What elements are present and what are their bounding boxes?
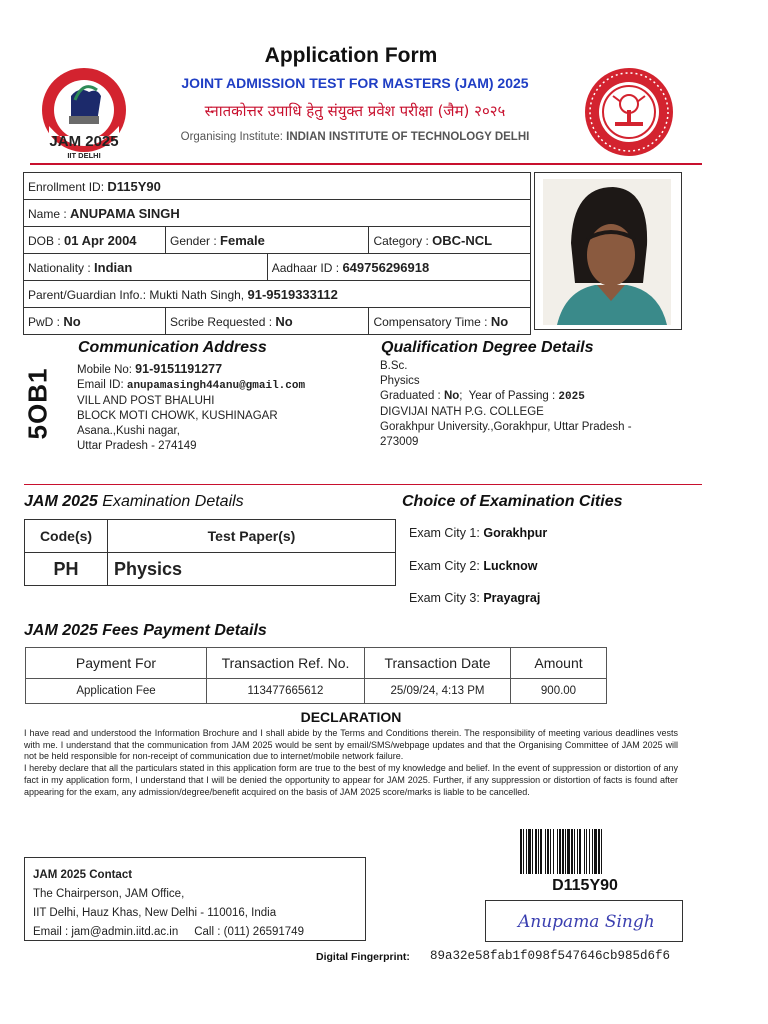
nationality-label: Nationality :	[28, 260, 91, 275]
comp-time-label: Compensatory Time :	[373, 314, 488, 329]
dob-label: DOB :	[28, 233, 61, 248]
code-column-header: Code(s)	[25, 520, 108, 553]
form-title: Application Form	[264, 44, 438, 67]
address-line: Uttar Pradesh - 274149	[77, 440, 197, 452]
barcode-bar	[545, 829, 546, 874]
org-name: INDIAN INSTITUTE OF TECHNOLOGY DELHI	[286, 131, 530, 143]
dob-gender-category-row	[24, 227, 531, 254]
scribe-value: No	[275, 313, 293, 329]
barcode-bar	[553, 829, 554, 874]
nationality-aadhaar-row	[24, 254, 531, 281]
applicant-info-table	[23, 172, 531, 335]
barcode-bar	[589, 829, 590, 874]
barcode-bar	[532, 829, 533, 874]
contact-heading: JAM 2025 Contact	[33, 869, 133, 881]
qualification-details	[380, 359, 680, 450]
year-label: Year of Passing :	[468, 390, 556, 402]
year-value: 2025	[558, 391, 585, 403]
barcode-bar	[535, 829, 537, 874]
vertical-code	[20, 360, 70, 445]
name-label: Name :	[28, 206, 67, 221]
gender-label: Gender :	[170, 233, 217, 248]
subject: Physics	[380, 375, 420, 387]
exam-name-hindi: स्नातकोत्तर उपाधि हेतु संयुक्त प्रवेश परीक्षा (जैम) २०२५	[204, 102, 506, 120]
dob-value: 01 Apr 2004	[64, 232, 137, 248]
graduated-label: Graduated :	[380, 390, 441, 402]
university-line: 273009	[380, 436, 419, 448]
graduated-value: No	[443, 390, 460, 402]
paper-name: Physics	[108, 553, 396, 586]
barcode-bar	[538, 829, 539, 874]
fees-header-row	[26, 648, 607, 679]
parent-phone: 91-9519333112	[247, 286, 338, 302]
barcode-bar	[565, 829, 566, 874]
fees-column-header: Amount	[511, 648, 607, 679]
vertical-code-text: 5OB1	[22, 367, 53, 440]
signature-image	[486, 901, 682, 941]
barcode-bar	[598, 829, 600, 874]
barcode-bar	[584, 829, 585, 874]
gender-value: Female	[220, 232, 265, 248]
parent-row	[24, 281, 531, 308]
barcode-text: D115Y90	[552, 877, 618, 894]
iit-delhi-emblem	[583, 66, 675, 158]
comp-time-value: No	[490, 313, 509, 329]
enrollment-row	[24, 173, 531, 200]
barcode-bar	[579, 829, 581, 874]
barcode-bar	[577, 829, 578, 874]
svg-text:IIT DELHI: IIT DELHI	[67, 151, 101, 160]
barcode-bar	[571, 829, 573, 874]
barcode-bar	[559, 829, 561, 874]
fees-column-header: Payment For	[26, 648, 207, 679]
barcode-bar	[520, 829, 522, 874]
paper-code: PH	[25, 553, 108, 586]
exam-city-value: Gorakhpur	[483, 526, 548, 540]
exam-city-1	[409, 526, 547, 540]
signature-text: Anupama Singh	[518, 912, 655, 932]
barcode-bar	[574, 829, 575, 874]
barcode-bar	[592, 829, 593, 874]
mobile-value: 91-9151191277	[135, 362, 223, 376]
exam-city-value: Lucknow	[483, 559, 538, 573]
barcode-bar	[601, 829, 602, 874]
fees-heading-rest: Fees Payment Details	[102, 622, 267, 639]
scribe-label: Scribe Requested :	[170, 314, 273, 329]
paper-header-row	[25, 520, 396, 553]
aadhaar-value: 649756296918	[342, 259, 430, 275]
communication-address	[77, 362, 377, 454]
barcode-bar	[550, 829, 551, 874]
contact-line: The Chairperson, JAM Office,	[33, 888, 185, 900]
category-value: OBC-NCL	[432, 232, 493, 248]
exam-heading-prefix: JAM 2025	[24, 493, 98, 510]
fees-column-header: Transaction Date	[365, 648, 511, 679]
address-line: BLOCK MOTI CHOWK, KUSHINAGAR	[77, 410, 278, 422]
signature-box	[485, 900, 683, 942]
fees-row	[26, 679, 607, 704]
email-line	[77, 378, 377, 394]
applicant-photo	[534, 172, 682, 330]
amount: 900.00	[511, 679, 607, 704]
category-label: Category :	[373, 233, 429, 248]
fees-payment-table	[25, 647, 607, 704]
barcode-bar	[523, 829, 524, 874]
section-divider	[24, 484, 702, 485]
contact-box	[24, 857, 366, 941]
address-line: Asana.,Kushi nagar,	[77, 425, 180, 437]
declaration-paragraph: I hereby declare that all the particulars stated in this application form are true to the best of my knowledge and belief. In the event of suppression or distortion of any fact in my application form, I understand that I will be denied the opportunity to appear for JAM 2025. Further, if any suppression or distortion of facts is found after appearing for the exam, any admission/degree/benefit acquired on the basis of JAM 2025 score/marks is liable to be cancelled.	[24, 763, 678, 797]
declaration-text	[24, 728, 678, 798]
email-value: anupamasingh44anu@gmail.com	[126, 380, 306, 392]
barcode-bar	[540, 829, 542, 874]
fees-column-header: Transaction Ref. No.	[207, 648, 365, 679]
transaction-ref: 113477665612	[207, 679, 365, 704]
exam-city-label: Exam City 2:	[409, 559, 480, 573]
pwd-value: No	[63, 313, 81, 329]
org-label: Organising Institute:	[180, 131, 283, 143]
mobile-label: Mobile No:	[77, 364, 132, 376]
exam-city-label: Exam City 3:	[409, 591, 480, 605]
barcode-bar	[528, 829, 531, 874]
declaration-heading: DECLARATION	[300, 709, 402, 725]
name-row	[24, 200, 531, 227]
degree: B.Sc.	[380, 360, 408, 372]
mobile-line	[77, 362, 377, 378]
parent-label: Parent/Guardian Info.:	[28, 287, 147, 302]
paper-row	[25, 553, 396, 586]
college: DIGVIJAI NATH P.G. COLLEGE	[380, 406, 544, 418]
test-paper-table	[24, 519, 396, 586]
svg-text:JAM 2025: JAM 2025	[49, 133, 119, 150]
barcode-bar	[557, 829, 558, 874]
barcode-bar	[547, 829, 549, 874]
barcode-bar	[586, 829, 587, 874]
address-line: VILL AND POST BHALUHI	[77, 395, 215, 407]
communication-address-heading: Communication Address	[78, 339, 267, 356]
fees-heading-prefix: JAM 2025	[24, 622, 98, 639]
exam-name: JOINT ADMISSION TEST FOR MASTERS (JAM) 2025	[181, 75, 529, 91]
header-divider	[30, 163, 702, 165]
pwd-label: PwD :	[28, 314, 61, 329]
exam-heading-rest: Examination Details	[102, 493, 244, 510]
paper-column-header: Test Paper(s)	[108, 520, 396, 553]
aadhaar-label: Aadhaar ID :	[271, 260, 340, 275]
exam-city-3	[409, 591, 540, 605]
exam-city-label: Exam City 1:	[409, 526, 480, 540]
qualification-heading: Qualification Degree Details	[381, 339, 594, 356]
exam-cities-heading: Choice of Examination Cities	[402, 493, 623, 510]
fingerprint-value: 89a32e58fab1f098f547646cb985d6f6	[430, 949, 671, 963]
applicant-name: ANUPAMA SINGH	[70, 205, 180, 221]
barcode-bar	[594, 829, 597, 874]
exam-city-value: Prayagraj	[483, 591, 541, 605]
exam-details-heading	[24, 493, 244, 511]
applicant-photo-icon	[535, 173, 681, 329]
contact-line: IIT Delhi, Hauz Khas, New Delhi - 110016, India	[33, 907, 277, 919]
enrollment-label: Enrollment ID:	[28, 179, 105, 194]
enrollment-id: D115Y90	[107, 178, 161, 194]
exam-city-2	[409, 559, 538, 573]
contact-line: Email : jam@admin.iitd.ac.in Call : (011) 26591749	[33, 926, 304, 938]
nationality-value: Indian	[94, 259, 133, 275]
barcode-bar	[526, 829, 527, 874]
barcode-bar	[567, 829, 570, 874]
email-label: Email ID:	[77, 379, 124, 391]
university-line: Gorakhpur University.,Gorakhpur, Uttar Pradesh -	[380, 421, 632, 433]
barcode	[520, 829, 644, 874]
parent-name: Mukti Nath Singh,	[149, 287, 245, 302]
payment-for: Application Fee	[26, 679, 207, 704]
fingerprint-label: Digital Fingerprint:	[316, 951, 410, 963]
fees-heading	[24, 622, 267, 640]
pwd-scribe-comp-row	[24, 308, 531, 335]
transaction-date: 25/09/24, 4:13 PM	[365, 679, 511, 704]
graduation-line: Graduated : No; Year of Passing : 2025	[380, 390, 585, 403]
barcode-bar	[562, 829, 564, 874]
declaration-paragraph: I have read and understood the Information Brochure and I shall abide by the Terms and Conditions therein. The responsibility of meeting various deadlines vests with me. I understand that the communication from JAM 2025 would be sent by email/SMS/webpage updates and that the Organising Committee of JAM 2025 will not be held responsible for non-receipt of communication due to internet/mobile network failure.	[24, 728, 678, 762]
